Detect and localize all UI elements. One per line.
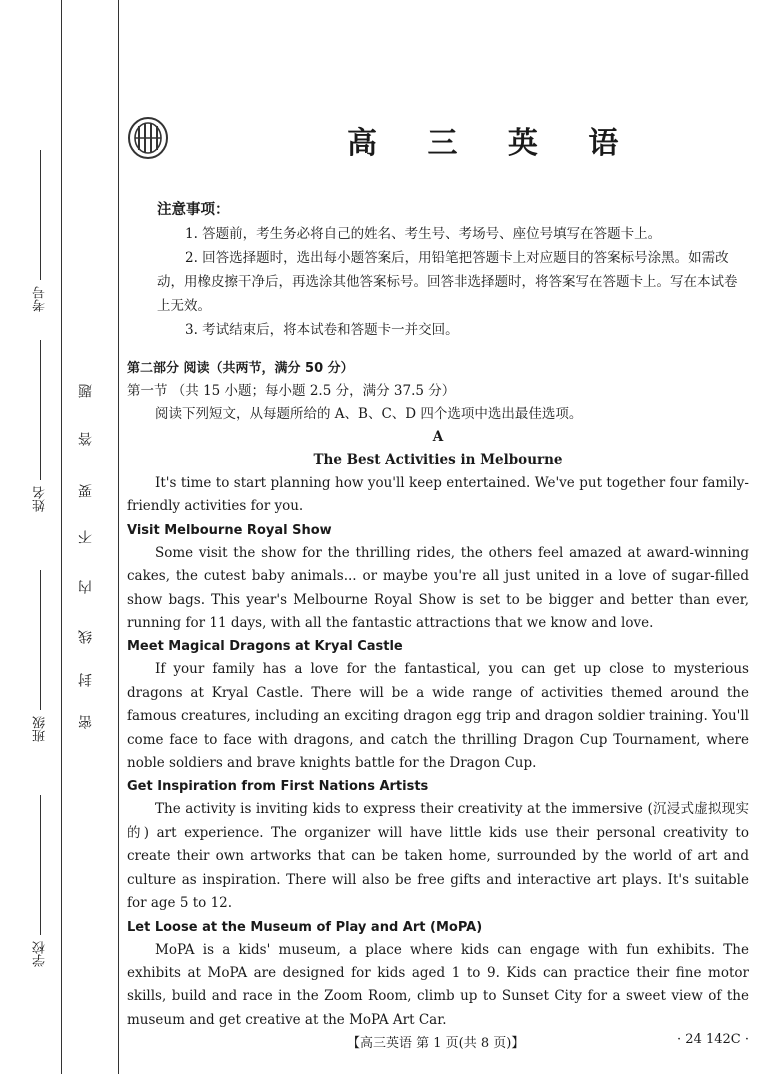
part-heading: 第二部分 阅读（共两节，满分 50 分） [127,361,354,376]
exam-logo-icon [127,116,169,160]
seal-char: 要 [78,484,94,498]
seal-char: 不 [78,530,94,544]
page-title: 高 三 英 语 [347,126,639,161]
passage-title: The Best Activities in Melbourne [313,452,563,468]
school-field[interactable] [30,795,50,967]
notes-block [157,198,747,342]
seal-char: 封 [78,673,94,687]
seal-char: 线 [78,630,94,644]
passage-letter: A [432,429,444,445]
activity-text: If your family has a love for the fantastical, you can get up close to mysterious dragons at Kryal Castle. There will be a wide range of activities themed around the famous creatures, including an exciting dragon egg trip and dragon soldier training. You'll come face to face with dragons, and catch the thrilling Dragon Cup Tournament, where noble soldiers and brave knights battle for the Dragon Cup. [127,661,749,772]
class-label: 班级 [32,716,48,742]
exam-number-field[interactable] [30,150,50,312]
activity-text: Some visit the show for the thrilling rides, the others feel amazed at award-winning cakes, the cutest baby animals... or maybe you're all just united in a love of sugar-filled show bags. This year's Melbourne Royal Show is set to be bigger and better than ever, running for 11 days, with all the fantastic attractions that we know and love. [127,544,749,632]
instruction: 阅读下列短文，从每题所给的 A、B、C、D 四个选项中选出最佳选项。 [155,406,583,422]
note-item: 2. 回答选择题时，选出每小题答案后，用铅笔把答题卡上对应题目的答案标号涂黑。如需改动，用橡皮擦干净后，再选涂其他答案标号。回答非选择题时，将答案写在答题卡上。写在本试卷上无效。 [157,250,738,314]
paper-code: · 24 142C · [677,1032,749,1047]
seal-char: 答 [78,432,94,446]
section-heading: 第一节 （共 15 小题；每小题 2.5 分，满分 37.5 分） [127,383,456,399]
activity-title: Meet Magical Dragons at Kryal Castle [127,639,403,655]
note-item: 1. 答题前，考生务必将自己的姓名、考生号、考场号、座位号填写在答题卡上。 [185,226,662,242]
passage-intro: It's time to start planning how you'll keep entertained. We've put together four family-friendly activities for you. [127,475,749,515]
seal-char: 密 [78,715,94,729]
margin-line-outer [61,0,62,1074]
notes-heading: 注意事项： [157,202,230,218]
seal-char: 题 [78,384,94,398]
binding-margin [0,0,118,1074]
page-number: 【高三英语 第 1 页(共 8 页)】 [347,1036,525,1051]
seal-char: 内 [78,580,94,594]
activity-title: Let Loose at the Museum of Play and Art (MoPA) [127,919,483,935]
part-two [127,357,749,1032]
name-label: 姓名 [32,486,48,512]
activity-text: MoPA is a kids' museum, a place where kids can engage with fun exhibits. The exhibits at MoPA are designed for kids aged 1 to 9. Kids can practice their fine motor skills, build and race in the Zoom Room, climb up to Sunset City for a sweet view of the museum and get creative at the MoPA Art Car. [127,941,749,1028]
name-field[interactable] [30,340,50,512]
activity-title: Visit Melbourne Royal Show [127,522,332,538]
activity-title: Get Inspiration from First Nations Artists [127,779,429,795]
margin-line-inner [118,0,119,1074]
class-field[interactable] [30,570,50,742]
activity-text: The activity is inviting kids to express their creativity at the immersive (沉浸式虚拟现实的) art experience. The organizer will have little kids use their personal creativity to create their own artworks that can be taken home, surrounded by the world of art and culture as inspiration. There will also be free gifts and interactive art plays. It's suitable for age 5 to 12. [127,801,749,912]
note-item: 3. 考试结束后，将本试卷和答题卡一并交回。 [185,322,459,338]
exam-number-label: 考号 [32,286,48,312]
school-label: 学校 [32,941,48,967]
